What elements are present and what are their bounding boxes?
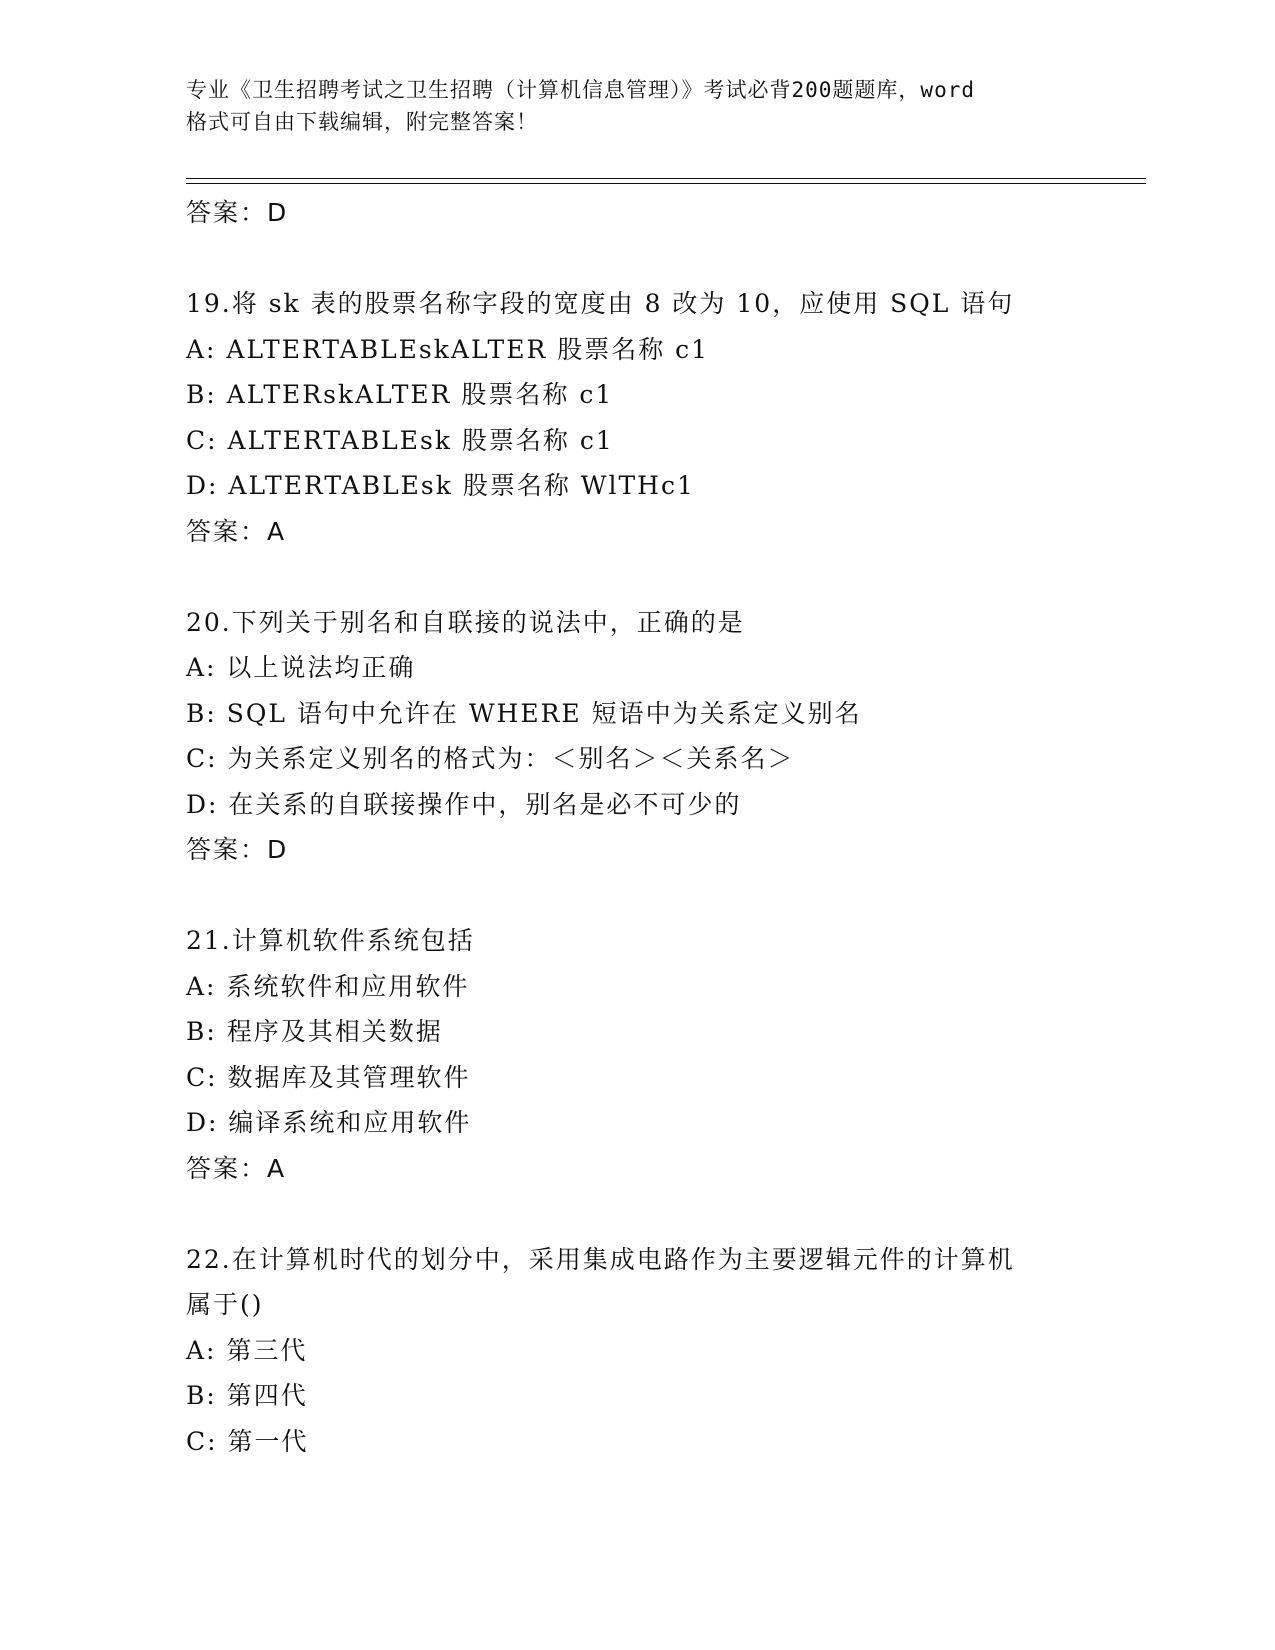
header-divider-top <box>186 178 1146 179</box>
question-answer: 答案：A <box>186 516 287 546</box>
spacer <box>186 554 1086 600</box>
option-a: A: 系统软件和应用软件 <box>186 971 470 1001</box>
question-stem-continued: 属于() <box>186 1290 264 1319</box>
question-answer: 答案：A <box>186 1153 287 1183</box>
spacer <box>186 873 1086 919</box>
option-c: C: 为关系定义别名的格式为：＜别名＞＜关系名＞ <box>186 744 795 773</box>
option-d: D: 编译系统和应用软件 <box>186 1108 472 1137</box>
question-stem: 21.计算机软件系统包括 <box>186 926 475 955</box>
option-a: A: 以上说法均正确 <box>186 653 416 682</box>
header-title-line-2: 格式可自由下载编辑，附完整答案！ <box>186 110 538 134</box>
option-d: D: ALTERTABLEsk 股票名称 WlTHc1 <box>186 471 695 500</box>
spacer <box>186 236 1086 282</box>
option-a: A: ALTERTABLEskALTER 股票名称 c1 <box>186 334 710 364</box>
option-b: B: ALTERskALTER 股票名称 c1 <box>186 380 614 409</box>
question-stem: 22.在计算机时代的划分中，采用集成电路作为主要逻辑元件的计算机 <box>186 1244 1015 1274</box>
question-stem: 19.将 sk 表的股票名称字段的宽度由 8 改为 10，应使用 SQL 语句 <box>186 289 1015 318</box>
spacer <box>186 1191 1086 1237</box>
option-c: C: 第一代 <box>186 1426 309 1456</box>
option-b: B: SQL 语句中允许在 WHERE 短语中为关系定义别名 <box>186 698 862 728</box>
question-20 <box>186 600 1086 873</box>
document-body <box>186 190 1086 1464</box>
option-b: B: 第四代 <box>186 1381 308 1410</box>
question-21 <box>186 918 1086 1191</box>
option-c: C: ALTERTABLEsk 股票名称 c1 <box>186 425 614 455</box>
option-c: C: 数据库及其管理软件 <box>186 1062 471 1092</box>
option-d: D: 在关系的自联接操作中，别名是必不可少的 <box>186 789 742 819</box>
header-divider-bottom <box>186 183 1146 184</box>
question-stem: 20.下列关于别名和自联接的说法中，正确的是 <box>186 607 745 637</box>
previous-answer: 答案：D <box>186 198 289 227</box>
question-19 <box>186 281 1086 554</box>
header-title-line-1: 专业《卫生招聘考试之卫生招聘（计算机信息管理）》考试必背200题题库，word <box>186 78 975 102</box>
document-header <box>186 74 1086 138</box>
option-a: A: 第三代 <box>186 1335 308 1365</box>
question-22 <box>186 1237 1086 1465</box>
question-answer: 答案：D <box>186 835 289 864</box>
option-b: B: 程序及其相关数据 <box>186 1017 443 1046</box>
